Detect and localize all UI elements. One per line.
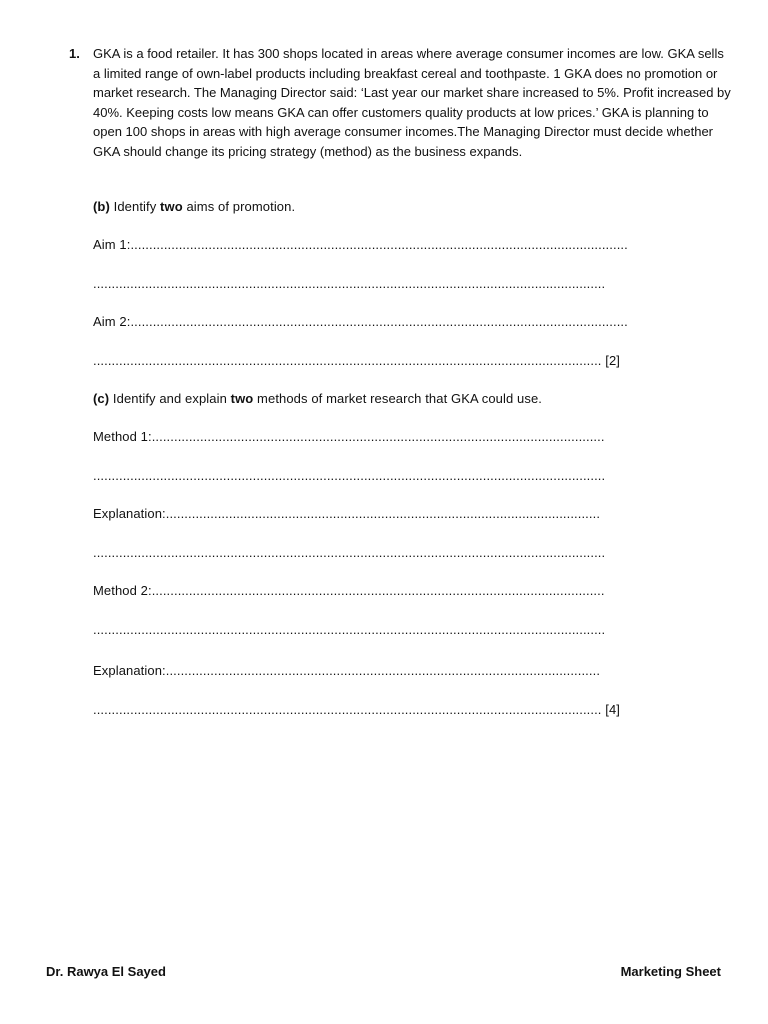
aim-2-line[interactable]: Aim 2:...................................................................................................................................... [93,314,628,329]
explanation-1-continuation-line[interactable]: .......................................................................................................................................... [93,545,606,560]
explanation-2-line[interactable]: Explanation:..................................................................................................................... [93,663,601,678]
method-1-continuation-line[interactable]: .......................................................................................................................................... [93,468,606,483]
question-number: 1. [69,46,80,61]
part-c-prompt-post: methods of market research that GKA could use. [253,391,543,406]
method-2-line[interactable]: Method 2:.......................................................................................................................... [93,583,605,598]
explanation-1-line[interactable]: Explanation:..................................................................................................................... [93,506,601,521]
footer-sheet-title: Marketing Sheet [620,964,721,979]
part-b-prompt [93,198,295,216]
part-b-prompt-pre: Identify [109,199,161,214]
aim-2-continuation-line[interactable]: ......................................................................................................................................... [2] [93,353,620,368]
part-b-prompt-post: aims of promotion. [182,199,296,214]
part-b-prompt-bold: two [160,199,183,214]
aim-1-line[interactable]: Aim 1:...................................................................................................................................... [93,237,628,252]
part-c-prompt [93,390,542,408]
footer-author: Dr. Rawya El Sayed [46,964,166,979]
part-c-prompt-pre: Identify and explain [109,391,231,406]
aim-1-continuation-line[interactable]: .......................................................................................................................................... [93,276,606,291]
part-c-prompt-bold: two [230,391,254,406]
method-2-continuation-line[interactable]: .......................................................................................................................................... [93,622,606,637]
method-1-line[interactable]: Method 1:.......................................................................................................................... [93,429,605,444]
part-b-label: (b) [93,199,110,214]
explanation-2-continuation-line[interactable]: ......................................................................................................................................... [4] [93,702,620,717]
part-c-label: (c) [93,391,110,406]
question-stem: GKA is a food retailer. It has 300 shops located in areas where average consumer incomes are low. GKA sells a limited range of own-label products including breakfast cereal and toothpaste. 1 GKA does no promotion or market research. The Managing Director said: ‘Last year our market share increased to 5%. Profit increased by 40%. Keeping costs low means GKA can offer customers quality products at low prices.’ GKA is planning to open 100 shops in areas with high average consumer incomes.The Managing Director must decide whether GKA should change its pricing strategy (method) as the business expands. [93,46,731,159]
